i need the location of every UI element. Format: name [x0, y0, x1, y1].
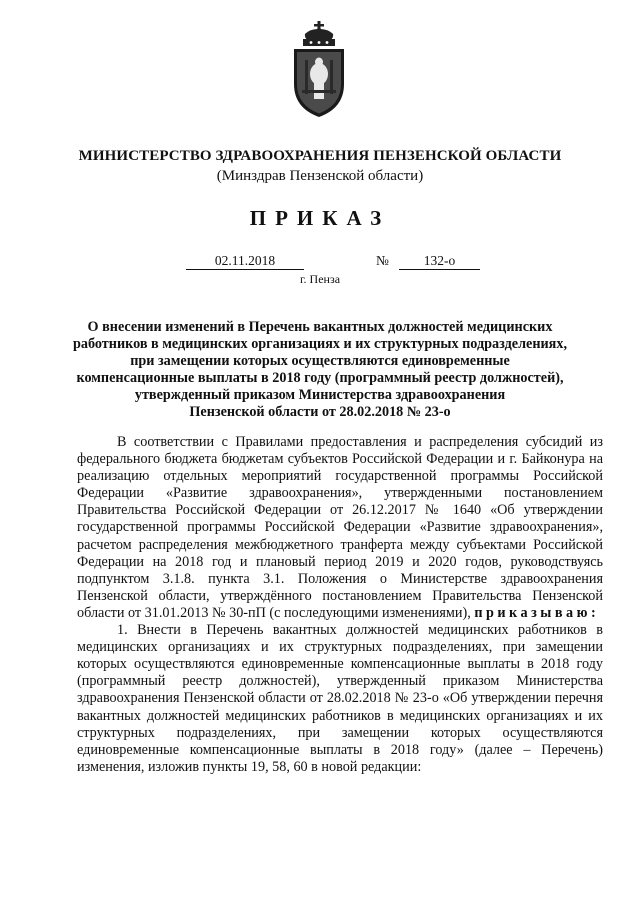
- city: г. Пенза: [299, 272, 341, 286]
- order-title-line: О внесении изменений в Перечень вакантных должностей медицинских: [87, 319, 553, 335]
- preamble-text: В соответствии с Правилами предоставления и распределения субсидий из федерального бюджета бюджетам субъектов Российской Федерации и г. Байконура на реализацию отдельных мероприятий государственной программы Российской Федерации «Развитие здравоохранения», утвержденными постановлением Правительства Российской Федерации от 26.12.2017 № 1640 «Об утверждении государственной программы Российской Федерации «Развитие здравоохранения», расчетом распределения межбюджетного транферта между субъектами Российской Федерации на 2018 год и плановый период 2019 и 2020 годов, руководствуясь подпунктом 3.1.8. пункта 3.1. Положения о Министерстве здравоохранения Пензенской области, утверждённого постановлением Правительства Пензенской области от 31.01.2013 № 30-пП (с последующими изменениями),: [77, 434, 603, 621]
- order-title-line: утвержденный приказом Министерства здравоохранения: [134, 387, 506, 403]
- ministry-short-name: (Минздрав Пензенской области): [216, 168, 424, 184]
- order-date: 02.11.2018: [186, 253, 304, 270]
- order-number: 132-о: [399, 253, 480, 270]
- order-title-line: при замещении которых осуществляются единовременные: [130, 353, 510, 369]
- order-title-line: Пензенской области от 28.02.2018 № 23-о: [189, 404, 451, 420]
- coat-of-arms-icon: [284, 20, 354, 120]
- clause-1-paragraph: 1. Внести в Перечень вакантных должностей медицинских работников в медицинских организациях и их структурных подразделениях, при замещении которых осуществляются единовременные компенсационные выплаты в 2018 году (программный реестр должностей), утвержденный приказом Министерства здравоохранения Пензенской области от 28.02.2018 № 23-о «Об утверждении перечня вакантных должностей медицинских работников в медицинских организациях и их структурных подразделениях, при замещении которых осуществляются единовременные компенсационные выплаты в 2018 году» (далее – Перечень) изменения, изложив пункты 19, 58, 60 в новой редакции:: [77, 622, 603, 775]
- document-type: ПРИКАЗ: [249, 206, 391, 230]
- order-word: приказываю:: [474, 604, 600, 621]
- preamble-paragraph: [77, 434, 603, 622]
- order-body: [77, 434, 603, 776]
- order-title-line: компенсационные выплаты в 2018 году (программный реестр должностей),: [76, 370, 564, 386]
- order-title: [70, 319, 570, 421]
- number-sign: №: [376, 253, 389, 268]
- ministry-name: МИНИСТЕРСТВО ЗДРАВООХРАНЕНИЯ ПЕНЗЕНСКОЙ ОБЛАСТИ: [78, 148, 562, 164]
- order-title-line: работников в медицинских организациях и их структурных подразделениях,: [73, 336, 567, 352]
